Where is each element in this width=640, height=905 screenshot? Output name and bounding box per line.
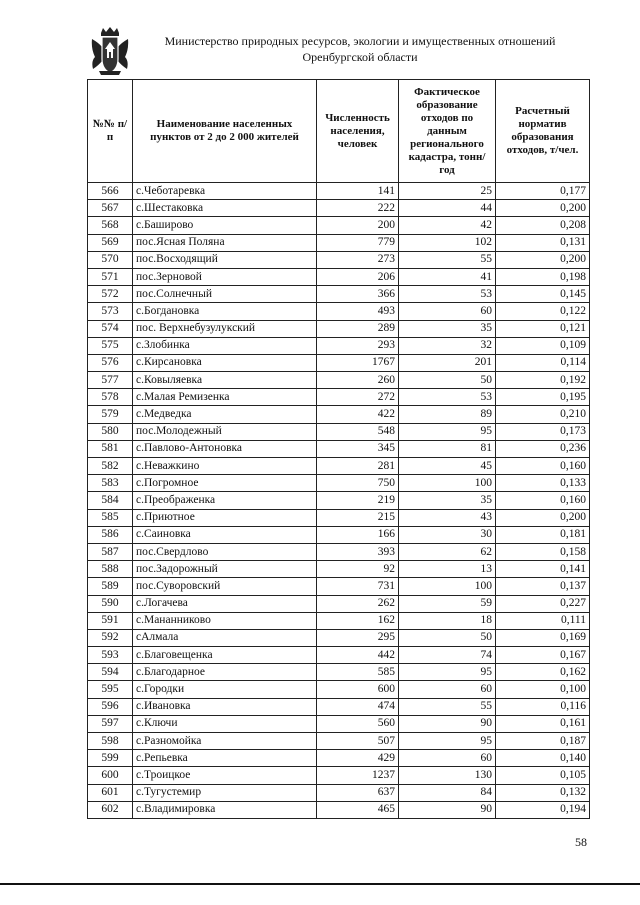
row-number-cell: 600 xyxy=(88,767,133,784)
table-row xyxy=(88,183,590,200)
actual-waste-cell: 50 xyxy=(399,372,496,389)
actual-waste-cell: 84 xyxy=(399,784,496,801)
waste-norm-cell: 0,122 xyxy=(496,303,590,320)
col-population-header: Численность населения, человек xyxy=(317,80,399,183)
table-row xyxy=(88,578,590,595)
actual-waste-cell: 201 xyxy=(399,354,496,371)
settlement-name-cell: с.Троицкое xyxy=(133,767,317,784)
table-row xyxy=(88,750,590,767)
row-number-cell: 570 xyxy=(88,251,133,268)
population-cell: 600 xyxy=(317,681,399,698)
table-row xyxy=(88,733,590,750)
table-row xyxy=(88,801,590,818)
population-cell: 465 xyxy=(317,801,399,818)
actual-waste-cell: 130 xyxy=(399,767,496,784)
actual-waste-cell: 95 xyxy=(399,664,496,681)
actual-waste-cell: 55 xyxy=(399,251,496,268)
table-row xyxy=(88,200,590,217)
population-cell: 548 xyxy=(317,423,399,440)
actual-waste-cell: 30 xyxy=(399,526,496,543)
settlement-name-cell: с.Богдановка xyxy=(133,303,317,320)
population-cell: 92 xyxy=(317,561,399,578)
population-cell: 507 xyxy=(317,733,399,750)
row-number-cell: 591 xyxy=(88,612,133,629)
table-row xyxy=(88,681,590,698)
settlement-name-cell: с.Ивановка xyxy=(133,698,317,715)
table-row xyxy=(88,629,590,646)
population-cell: 273 xyxy=(317,251,399,268)
waste-norm-cell: 0,167 xyxy=(496,647,590,664)
table-row xyxy=(88,423,590,440)
settlement-name-cell: пос.Ясная Поляна xyxy=(133,234,317,251)
waste-norm-cell: 0,158 xyxy=(496,543,590,560)
row-number-cell: 587 xyxy=(88,543,133,560)
settlement-name-cell: с.Владимировка xyxy=(133,801,317,818)
population-cell: 637 xyxy=(317,784,399,801)
waste-norm-cell: 0,200 xyxy=(496,509,590,526)
row-number-cell: 589 xyxy=(88,578,133,595)
settlement-name-cell: пос. Верхнебузулукский xyxy=(133,320,317,337)
waste-norm-cell: 0,160 xyxy=(496,492,590,509)
waste-norm-cell: 0,121 xyxy=(496,320,590,337)
settlement-name-cell: с.Мананниково xyxy=(133,612,317,629)
actual-waste-cell: 60 xyxy=(399,303,496,320)
row-number-cell: 579 xyxy=(88,406,133,423)
table-row xyxy=(88,784,590,801)
table-row xyxy=(88,543,590,560)
settlement-name-cell: пос.Восходящий xyxy=(133,251,317,268)
row-number-cell: 572 xyxy=(88,286,133,303)
population-cell: 366 xyxy=(317,286,399,303)
settlement-name-cell: с.Ковыляевка xyxy=(133,372,317,389)
settlement-name-cell: с.Павлово-Антоновка xyxy=(133,440,317,457)
actual-waste-cell: 90 xyxy=(399,801,496,818)
waste-norm-cell: 0,200 xyxy=(496,251,590,268)
population-cell: 162 xyxy=(317,612,399,629)
settlement-name-cell: пос.Суворовский xyxy=(133,578,317,595)
population-cell: 560 xyxy=(317,715,399,732)
waste-norm-cell: 0,187 xyxy=(496,733,590,750)
row-number-cell: 582 xyxy=(88,458,133,475)
actual-waste-cell: 13 xyxy=(399,561,496,578)
waste-norm-cell: 0,141 xyxy=(496,561,590,578)
population-cell: 1237 xyxy=(317,767,399,784)
actual-waste-cell: 35 xyxy=(399,492,496,509)
actual-waste-cell: 18 xyxy=(399,612,496,629)
population-cell: 393 xyxy=(317,543,399,560)
population-cell: 215 xyxy=(317,509,399,526)
waste-norm-cell: 0,198 xyxy=(496,268,590,285)
table-row xyxy=(88,354,590,371)
actual-waste-cell: 102 xyxy=(399,234,496,251)
region-name: Оренбургской области xyxy=(302,50,418,64)
settlement-name-cell: с.Ключи xyxy=(133,715,317,732)
actual-waste-cell: 55 xyxy=(399,698,496,715)
waste-norm-cell: 0,131 xyxy=(496,234,590,251)
actual-waste-cell: 35 xyxy=(399,320,496,337)
population-cell: 422 xyxy=(317,406,399,423)
row-number-cell: 573 xyxy=(88,303,133,320)
settlement-name-cell: с.Злобинка xyxy=(133,337,317,354)
row-number-cell: 584 xyxy=(88,492,133,509)
table-row xyxy=(88,372,590,389)
actual-waste-cell: 95 xyxy=(399,423,496,440)
settlement-name-cell: пос.Зерновой xyxy=(133,268,317,285)
table-row xyxy=(88,458,590,475)
population-cell: 585 xyxy=(317,664,399,681)
actual-waste-cell: 74 xyxy=(399,647,496,664)
col-settlement-header: Наименование населенных пунктов от 2 до 2 000 жителей xyxy=(133,80,317,183)
waste-norm-cell: 0,169 xyxy=(496,629,590,646)
actual-waste-cell: 50 xyxy=(399,629,496,646)
settlement-name-cell: пос.Молодежный xyxy=(133,423,317,440)
table-row xyxy=(88,440,590,457)
population-cell: 141 xyxy=(317,183,399,200)
table-row xyxy=(88,286,590,303)
table-row xyxy=(88,492,590,509)
table-row xyxy=(88,337,590,354)
settlement-name-cell: с.Медведка xyxy=(133,406,317,423)
waste-norms-table xyxy=(87,79,590,819)
settlement-name-cell: с.Приютное xyxy=(133,509,317,526)
row-number-cell: 574 xyxy=(88,320,133,337)
row-number-cell: 575 xyxy=(88,337,133,354)
table-row xyxy=(88,251,590,268)
actual-waste-cell: 25 xyxy=(399,183,496,200)
waste-norm-cell: 0,109 xyxy=(496,337,590,354)
actual-waste-cell: 100 xyxy=(399,578,496,595)
row-number-cell: 595 xyxy=(88,681,133,698)
actual-waste-cell: 60 xyxy=(399,750,496,767)
actual-waste-cell: 95 xyxy=(399,733,496,750)
actual-waste-cell: 44 xyxy=(399,200,496,217)
settlement-name-cell: с.Благовещенка xyxy=(133,647,317,664)
waste-norm-cell: 0,194 xyxy=(496,801,590,818)
actual-waste-cell: 90 xyxy=(399,715,496,732)
settlement-name-cell: с.Городки xyxy=(133,681,317,698)
settlement-name-cell: с.Кирсановка xyxy=(133,354,317,371)
table-row xyxy=(88,268,590,285)
row-number-cell: 599 xyxy=(88,750,133,767)
waste-norm-cell: 0,132 xyxy=(496,784,590,801)
row-number-cell: 583 xyxy=(88,475,133,492)
actual-waste-cell: 59 xyxy=(399,595,496,612)
table-row xyxy=(88,406,590,423)
settlement-name-cell: с.Благодарное xyxy=(133,664,317,681)
population-cell: 779 xyxy=(317,234,399,251)
row-number-cell: 571 xyxy=(88,268,133,285)
row-number-cell: 578 xyxy=(88,389,133,406)
row-number-cell: 593 xyxy=(88,647,133,664)
row-number-cell: 596 xyxy=(88,698,133,715)
population-cell: 474 xyxy=(317,698,399,715)
row-number-cell: 594 xyxy=(88,664,133,681)
waste-norm-cell: 0,160 xyxy=(496,458,590,475)
table-row xyxy=(88,612,590,629)
row-number-cell: 581 xyxy=(88,440,133,457)
population-cell: 219 xyxy=(317,492,399,509)
row-number-cell: 567 xyxy=(88,200,133,217)
population-cell: 493 xyxy=(317,303,399,320)
settlement-name-cell: с.Баширово xyxy=(133,217,317,234)
waste-norm-cell: 0,200 xyxy=(496,200,590,217)
page-number: 58 xyxy=(575,835,587,849)
row-number-cell: 568 xyxy=(88,217,133,234)
row-number-cell: 585 xyxy=(88,509,133,526)
col-norm-header: Расчетный норматив образования отходов, т/чел. xyxy=(496,80,590,183)
table-header-row xyxy=(88,80,590,183)
actual-waste-cell: 53 xyxy=(399,389,496,406)
population-cell: 289 xyxy=(317,320,399,337)
settlement-name-cell: с.Преображенка xyxy=(133,492,317,509)
table-body xyxy=(88,183,590,819)
population-cell: 200 xyxy=(317,217,399,234)
row-number-cell: 580 xyxy=(88,423,133,440)
waste-norm-cell: 0,236 xyxy=(496,440,590,457)
table-row xyxy=(88,389,590,406)
settlement-name-cell: пос.Свердлово xyxy=(133,543,317,560)
settlement-name-cell: пос.Солнечный xyxy=(133,286,317,303)
settlement-name-cell: с.Тугустемир xyxy=(133,784,317,801)
settlement-name-cell: с.Неважкино xyxy=(133,458,317,475)
table-row xyxy=(88,303,590,320)
actual-waste-cell: 62 xyxy=(399,543,496,560)
waste-norm-cell: 0,140 xyxy=(496,750,590,767)
settlement-name-cell: сАлмала xyxy=(133,629,317,646)
population-cell: 731 xyxy=(317,578,399,595)
settlement-name-cell: с.Разномойка xyxy=(133,733,317,750)
table-row xyxy=(88,698,590,715)
table-row xyxy=(88,217,590,234)
population-cell: 166 xyxy=(317,526,399,543)
waste-norm-cell: 0,161 xyxy=(496,715,590,732)
settlement-name-cell: с.Логачева xyxy=(133,595,317,612)
actual-waste-cell: 43 xyxy=(399,509,496,526)
ministry-name: Министерство природных ресурсов, экологии и имущественных отношений xyxy=(164,34,556,48)
table-row xyxy=(88,234,590,251)
settlement-name-cell: пос.Задорожный xyxy=(133,561,317,578)
settlement-name-cell: с.Погромное xyxy=(133,475,317,492)
waste-norm-cell: 0,137 xyxy=(496,578,590,595)
table-row xyxy=(88,647,590,664)
row-number-cell: 577 xyxy=(88,372,133,389)
population-cell: 260 xyxy=(317,372,399,389)
actual-waste-cell: 60 xyxy=(399,681,496,698)
actual-waste-cell: 41 xyxy=(399,268,496,285)
waste-norm-cell: 0,133 xyxy=(496,475,590,492)
settlement-name-cell: с.Чеботаревка xyxy=(133,183,317,200)
waste-norm-cell: 0,145 xyxy=(496,286,590,303)
col-number-header: №№ п/п xyxy=(88,80,133,183)
row-number-cell: 576 xyxy=(88,354,133,371)
settlement-name-cell: с.Малая Ремизенка xyxy=(133,389,317,406)
waste-norm-cell: 0,177 xyxy=(496,183,590,200)
population-cell: 206 xyxy=(317,268,399,285)
waste-norm-cell: 0,181 xyxy=(496,526,590,543)
table-row xyxy=(88,509,590,526)
settlement-name-cell: с.Шестаковка xyxy=(133,200,317,217)
row-number-cell: 601 xyxy=(88,784,133,801)
waste-norm-cell: 0,195 xyxy=(496,389,590,406)
row-number-cell: 597 xyxy=(88,715,133,732)
population-cell: 222 xyxy=(317,200,399,217)
row-number-cell: 598 xyxy=(88,733,133,750)
table-row xyxy=(88,475,590,492)
table-row xyxy=(88,561,590,578)
table-row xyxy=(88,767,590,784)
waste-norm-cell: 0,210 xyxy=(496,406,590,423)
waste-norm-cell: 0,208 xyxy=(496,217,590,234)
table-row xyxy=(88,664,590,681)
table-row xyxy=(88,526,590,543)
table-row xyxy=(88,595,590,612)
settlement-name-cell: с.Репьевка xyxy=(133,750,317,767)
waste-norm-cell: 0,105 xyxy=(496,767,590,784)
row-number-cell: 588 xyxy=(88,561,133,578)
waste-norm-cell: 0,227 xyxy=(496,595,590,612)
row-number-cell: 586 xyxy=(88,526,133,543)
row-number-cell: 592 xyxy=(88,629,133,646)
population-cell: 442 xyxy=(317,647,399,664)
actual-waste-cell: 89 xyxy=(399,406,496,423)
row-number-cell: 569 xyxy=(88,234,133,251)
waste-norm-cell: 0,100 xyxy=(496,681,590,698)
row-number-cell: 566 xyxy=(88,183,133,200)
population-cell: 281 xyxy=(317,458,399,475)
document-header xyxy=(140,33,580,65)
settlement-name-cell: с.Саиновка xyxy=(133,526,317,543)
actual-waste-cell: 42 xyxy=(399,217,496,234)
actual-waste-cell: 100 xyxy=(399,475,496,492)
actual-waste-cell: 45 xyxy=(399,458,496,475)
population-cell: 429 xyxy=(317,750,399,767)
row-number-cell: 602 xyxy=(88,801,133,818)
population-cell: 345 xyxy=(317,440,399,457)
population-cell: 750 xyxy=(317,475,399,492)
actual-waste-cell: 32 xyxy=(399,337,496,354)
row-number-cell: 590 xyxy=(88,595,133,612)
population-cell: 295 xyxy=(317,629,399,646)
actual-waste-cell: 53 xyxy=(399,286,496,303)
actual-waste-cell: 81 xyxy=(399,440,496,457)
table-row xyxy=(88,715,590,732)
waste-norm-cell: 0,192 xyxy=(496,372,590,389)
table-row xyxy=(88,320,590,337)
population-cell: 1767 xyxy=(317,354,399,371)
population-cell: 272 xyxy=(317,389,399,406)
waste-norm-cell: 0,116 xyxy=(496,698,590,715)
waste-norm-cell: 0,162 xyxy=(496,664,590,681)
footer-rule xyxy=(0,883,640,885)
waste-norm-cell: 0,114 xyxy=(496,354,590,371)
population-cell: 262 xyxy=(317,595,399,612)
waste-norm-cell: 0,173 xyxy=(496,423,590,440)
coat-of-arms-icon xyxy=(89,25,131,77)
population-cell: 293 xyxy=(317,337,399,354)
col-actual-waste-header: Фактическое образование отходов по данным регионального кадастра, тонн/год xyxy=(399,80,496,183)
waste-norm-cell: 0,111 xyxy=(496,612,590,629)
